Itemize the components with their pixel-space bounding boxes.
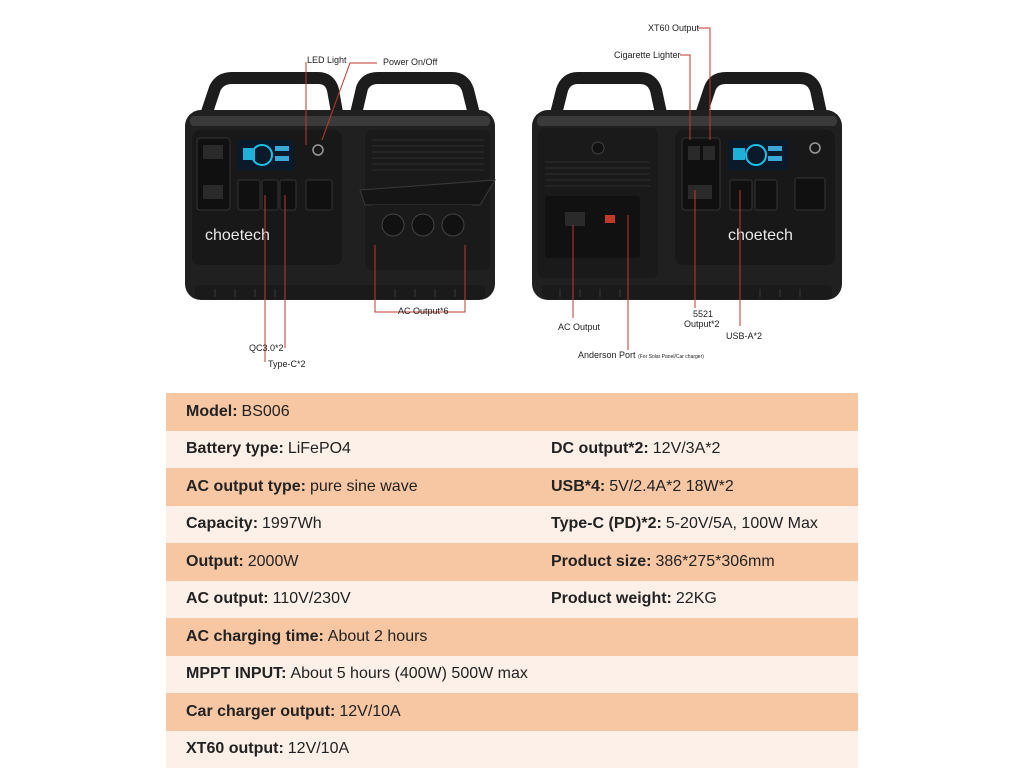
product-figure [0, 0, 1024, 380]
spec-label: DC output*2: [551, 440, 649, 458]
spec-cell-left [186, 581, 351, 619]
spec-value: 12V/10A [287, 740, 350, 758]
callout-anderson-port [578, 350, 704, 360]
spec-cell-right [551, 431, 720, 469]
callout-led-light: LED Light [307, 55, 347, 65]
callout-ac-output: AC Output [558, 322, 601, 332]
spec-label: Car charger output: [186, 702, 336, 720]
spec-cell-left [186, 431, 351, 469]
spec-cell-left [186, 656, 528, 694]
spec-cell-right [551, 506, 818, 544]
spec-label: Model: [186, 402, 238, 420]
spec-row [166, 693, 858, 731]
spec-row [166, 506, 858, 544]
svg-text:choetech: choetech [205, 227, 270, 244]
callout-cigarette-lighter: Cigarette Lighter [614, 50, 681, 60]
anderson-port-note: (For Solar Panel/Car charger) [638, 354, 704, 360]
anderson-port-label: Anderson Port [578, 350, 636, 360]
callout-type-c: Type-C*2 [268, 359, 306, 369]
spec-row [166, 731, 858, 768]
spec-cell-left [186, 393, 290, 431]
spec-value: 22KG [675, 590, 717, 608]
svg-text:choetech: choetech [728, 227, 793, 244]
spec-label: MPPT INPUT: [186, 665, 287, 683]
callout-ac-output-6: AC Output*6 [398, 306, 449, 316]
spec-value: 1997Wh [262, 515, 322, 533]
spec-value: 12V/3A*2 [652, 440, 721, 458]
callout-xt60-output: XT60 Output [648, 23, 700, 33]
spec-label: AC output type: [186, 477, 306, 495]
spec-label: AC charging time: [186, 627, 324, 645]
spec-value: pure sine wave [309, 477, 418, 495]
callout-power-on-off: Power On/Off [383, 57, 438, 67]
spec-label: Capacity: [186, 515, 259, 533]
spec-row [166, 618, 858, 656]
spec-label: USB*4: [551, 477, 606, 495]
power-station-front [185, 78, 495, 300]
spec-cell-right [551, 543, 775, 581]
spec-cell-left [186, 618, 427, 656]
spec-cell-left [186, 506, 322, 544]
spec-cell-left [186, 543, 298, 581]
callout-5521: 5521 [693, 309, 714, 319]
spec-cell-right [551, 581, 717, 619]
spec-value: 12V/10A [339, 702, 401, 720]
spec-table [166, 393, 858, 768]
spec-label: Output: [186, 552, 244, 570]
power-station-back [532, 78, 842, 300]
spec-cell-left [186, 731, 349, 768]
callout-qc30: QC3.0*2 [249, 343, 284, 353]
callout-output-2: Output*2 [684, 319, 720, 329]
spec-value: 2000W [247, 552, 299, 570]
spec-row [166, 581, 858, 619]
spec-cell-left [186, 693, 401, 731]
spec-row [166, 468, 858, 506]
spec-value: About 2 hours [327, 627, 428, 645]
spec-row [166, 656, 858, 694]
spec-value: BS006 [241, 402, 290, 420]
spec-row [166, 543, 858, 581]
spec-value: 386*275*306mm [655, 552, 775, 570]
callout-usb-a: USB-A*2 [726, 331, 763, 341]
spec-label: AC output: [186, 590, 269, 608]
product-illustration [0, 0, 1024, 380]
spec-cell-right [551, 468, 734, 506]
spec-value: 5V/2.4A*2 18W*2 [609, 477, 734, 495]
spec-label: XT60 output: [186, 740, 284, 758]
spec-label: Product size: [551, 552, 652, 570]
spec-value: About 5 hours (400W) 500W max [290, 665, 528, 683]
spec-value: 110V/230V [272, 590, 351, 608]
spec-cell-left [186, 468, 418, 506]
spec-value: 5-20V/5A, 100W Max [665, 515, 818, 533]
spec-label: Battery type: [186, 440, 284, 458]
spec-value: LiFePO4 [287, 440, 351, 458]
spec-label: Product weight: [551, 590, 672, 608]
spec-label: Type-C (PD)*2: [551, 515, 662, 533]
spec-row [166, 393, 858, 431]
spec-row [166, 431, 858, 469]
